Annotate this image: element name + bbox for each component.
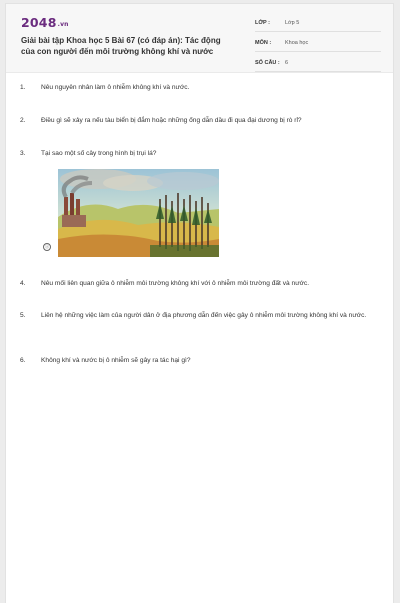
logo-text: 2048 [21, 15, 57, 30]
meta-info [255, 18, 381, 78]
meta-row-count [255, 58, 381, 72]
worksheet-header [6, 4, 393, 73]
question-text: Tại sao một số cây trong hình bị trụi lá? [41, 150, 157, 157]
question-text: Không khí và nước bị ô nhiễm sẽ gây ra tác hại gì? [41, 357, 191, 364]
question-number: 3. [20, 150, 26, 157]
question-number: 5. [20, 312, 26, 319]
pollution-forest-illustration [58, 169, 219, 257]
question-number: 1. [20, 84, 26, 91]
site-logo[interactable] [21, 15, 69, 30]
option-marker: ⓐ [45, 244, 49, 249]
meta-row-class [255, 18, 381, 32]
question-number: 4. [20, 280, 26, 287]
meta-row-subject [255, 38, 381, 52]
question-number: 2. [20, 117, 26, 124]
logo-suffix: .vn [57, 21, 69, 28]
meta-key: MÔN : [255, 40, 272, 46]
question-text: Nêu nguyên nhân làm ô nhiễm không khí và nước. [41, 84, 190, 91]
question-number: 6. [20, 357, 26, 364]
meta-value: 6 [285, 60, 289, 66]
document-title: Giải bài tập Khoa học 5 Bài 67 (có đáp án): Tác động của con người đến môi trường không khí và nước [21, 36, 221, 56]
meta-key: SỐ CÂU : [255, 60, 280, 66]
question-text: Điều gì sẽ xảy ra nếu tàu biển bị đắm hoặc những ống dẫn dầu đi qua đại dương bị rò rỉ? [41, 117, 302, 124]
question-text: Liên hệ những việc làm của người dân ở địa phương dẫn đến việc gây ô nhiễm môi trường không khí và nước. [41, 312, 367, 319]
meta-value: Lớp 5 [285, 20, 300, 26]
meta-value: Khoa học [285, 40, 309, 46]
meta-key: LỚP : [255, 20, 270, 26]
worksheet-page [5, 3, 394, 603]
question-text: Nêu mối liên quan giữa ô nhiễm môi trường không khí với ô nhiễm môi trường đất và nước. [41, 280, 310, 287]
